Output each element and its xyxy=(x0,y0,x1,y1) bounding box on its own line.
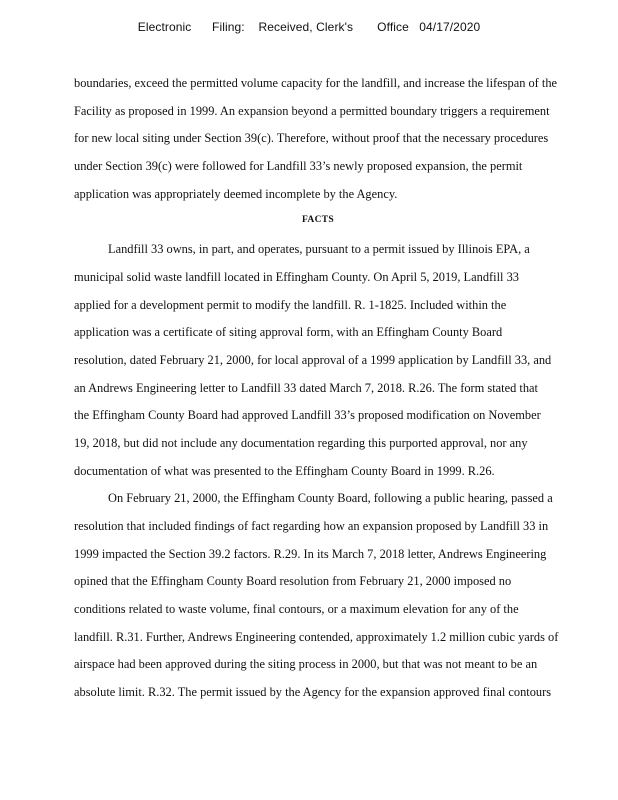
text-line: boundaries, exceed the permitted volume capacity for the landfill, and increase the lifespan of the xyxy=(74,76,558,90)
text-line: the Effingham County Board had approved Landfill 33’s proposed modification on November xyxy=(74,408,541,423)
text-line: municipal solid waste landfill located in Effingham County. On April 5, 2019, Landfill 33 xyxy=(74,269,519,284)
text-line: resolution, dated February 21, 2000, for local approval of a 1999 application by Landfill 33, and xyxy=(74,352,552,367)
paragraph-intro xyxy=(74,70,604,208)
section-heading-facts: FACTS xyxy=(302,215,334,226)
text-line: documentation of what was presented to the Effingham County Board in 1999. R.26. xyxy=(74,463,495,478)
text-line: Landfill 33 owns, in part, and operates, pursuant to a permit issued by Illinois EPA, a xyxy=(108,242,530,257)
document-body xyxy=(74,70,604,707)
text-line: absolute limit. R.32. The permit issued by the Agency for the expansion approved final contours xyxy=(74,685,552,700)
text-line: application was a certificate of siting approval form, with an Effingham County Board xyxy=(74,325,503,340)
text-line: On February 21, 2000, the Effingham County Board, following a public hearing, passed a xyxy=(108,491,553,506)
paragraph-facts-2 xyxy=(74,485,604,707)
text-line: opined that the Effingham County Board resolution from February 21, 2000 imposed no xyxy=(74,574,512,589)
text-line: Facility as proposed in 1999. An expansion beyond a permitted boundary triggers a requirement xyxy=(74,103,550,118)
text-line: under Section 39(c) were followed for Landfill 33’s newly proposed expansion, the permit xyxy=(74,159,523,174)
paragraph-facts-1 xyxy=(74,236,604,485)
text-line: for new local siting under Section 39(c). Therefore, without proof that the necessary procedures xyxy=(74,131,549,146)
filing-header: Electronic Filing: Received, Clerk's Office 04/17/2020 xyxy=(137,20,481,34)
text-line: conditions related to waste volume, final contours, or a maximum elevation for any of the xyxy=(74,602,519,617)
text-line: airspace had been approved during the siting process in 2000, but that was not meant to be an xyxy=(74,657,538,672)
text-line: applied for a development permit to modify the landfill. R. 1-1825. Included within the xyxy=(74,297,507,312)
text-line: resolution that included findings of fact regarding how an expansion proposed by Landfill 33 in xyxy=(74,519,549,533)
text-line: 1999 impacted the Section 39.2 factors. R.29. In its March 7, 2018 letter, Andrews Engineering xyxy=(74,546,547,561)
text-line: application was appropriately deemed incomplete by the Agency. xyxy=(74,186,398,201)
text-line: landfill. R.31. Further, Andrews Engineering contended, approximately 1.2 million cubic yards of xyxy=(74,629,559,644)
text-line: 19, 2018, but did not include any documentation regarding this purported approval, nor any xyxy=(74,435,528,450)
text-line: an Andrews Engineering letter to Landfill 33 dated March 7, 2018. R.26. The form stated that xyxy=(74,380,538,395)
